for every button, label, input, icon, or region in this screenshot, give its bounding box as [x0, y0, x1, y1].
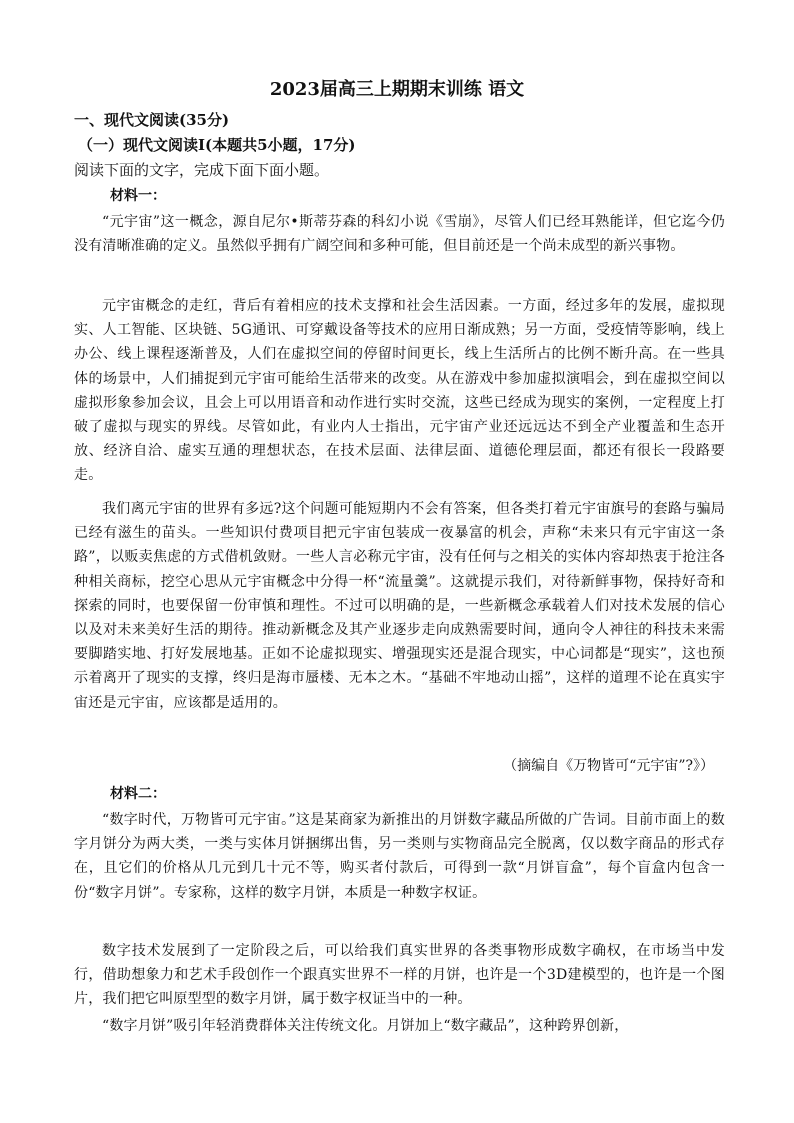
section-heading: 一、现代文阅读(35分)	[74, 111, 230, 129]
material-one-source: （摘编自《万物皆可“元宇宙”?》）	[503, 758, 714, 774]
document-title: 2023届高三上期期末训练 语文	[269, 79, 525, 100]
material-two-label: 材料二：	[110, 786, 166, 802]
material-one-paragraph-3: 我们离元宇宙的世界有多远?这个问题可能短期内不会有答案，但各类打着元宇宙旗号的套路与骗局已经有滋生的苗头。一些知识付费项目把元宇宙包装成一夜暴富的机会，声称“未来只有元宇宙这一条路”，以贩卖焦虑的方式借机敛财。一些人言必称元宇宙，没有任何与之相关的实体内容却热衷于抢注各种相关商标，挖空心思从元宇宙概念中分得一杯“流量羹”。这就提示我们，对待新鲜事物，保持好奇和探索的同时，也要保留一份审慎和理性。不过可以明确的是，一些新概念承载着人们对技术发展的信心以及对未来美好生活的期待。推动新概念及其产业逐步走向成熟需要时间，通向令人神往的科技未来需要脚踏实地、打好发展地基。正如不论虚拟现实、增强现实还是混合现实，中心词都是“现实”，这也预示着离开了现实的支撑，终归是海市蜃楼、无本之木。“基础不牢地动山摇”，这样的道理不论在真实宇宙还是元宇宙，应该都是适用的。	[74, 501, 725, 711]
material-two-paragraph-1: “数字时代，万物皆可元宇宙。”这是某商家为新推出的月饼数字藏品所做的广告词。目前市面上的数字月饼分为两大类，一类与实体月饼捆绑出售，另一类则与实物商品完全脱离，仅以数字商品的形式存在，且它们的价格从几元到几十元不等，购买者付款后，可得到一款“月饼盲盒”，每个盲盒内包含一份“数字月饼”。专家称，这样的数字月饼，本质是一种数字权证。	[74, 812, 725, 901]
material-two-paragraph-3: “数字月饼”吸引年轻消费群体关注传统文化。月饼加上“数字藏品”，这种跨界创新，	[102, 1018, 629, 1034]
material-one-paragraph-2: 元宇宙概念的走红，背后有着相应的技术支撑和社会生活因素。一方面，经过多年的发展，虚拟现实、人工智能、区块链、5G通讯、可穿戴设备等技术的应用日渐成熟；另一方面，受疫情等影响，线上办公、线上课程逐渐普及，人们在虚拟空间的停留时间更长，线上生活所占的比例不断升高。在一些具体的场景中，人们捕捉到元宇宙可能给生活带来的改变。从在游戏中参加虚拟演唱会，到在虚拟空间以虚拟形象参加会议，且会上可以用语音和动作进行实时交流，这些已经成为现实的案例，一定程度上打破了虚拟与现实的界线。尽管如此，有业内人士指出，元宇宙产业还远远达不到全产业覆盖和生态开放、经济自洽、虚实互通的理想状态，在技术层面、法律层面、道德伦理层面，都还有很长一段路要走。	[74, 298, 725, 484]
instruction-text: 阅读下面的文字，完成下面下面小题。	[74, 161, 330, 179]
subsection-heading: （一）现代文阅读I(本题共5小题，17分)	[78, 136, 356, 154]
material-one-label: 材料一：	[110, 188, 166, 204]
material-one-paragraph-1: “元宇宙”这一概念，源自尼尔•斯蒂芬森的科幻小说《雪崩》，尽管人们已经耳熟能详，但它迄今仍没有清晰准确的定义。虽然似乎拥有广阔空间和多种可能，但目前还是一个尚未成型的新兴事物。	[74, 214, 725, 255]
material-two-paragraph-2: 数字技术发展到了一定阶段之后，可以给我们真实世界的各类事物形成数字确权，在市场当中发行，借助想象力和艺术手段创作一个跟真实世界不一样的月饼，也许是一个3D建模型的，也许是一个图片，我们把它叫原型型的数字月饼，属于数字权证当中的一种。	[74, 943, 725, 1008]
